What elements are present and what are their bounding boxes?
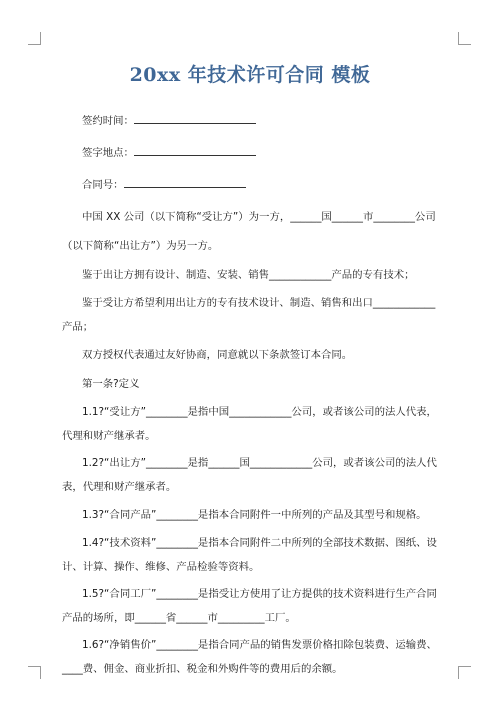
paragraph-agreement: 双方授权代表通过友好协商，同意就以下条款签订本合同。 [82, 349, 353, 361]
definition-1-4: 1.4?“技术资料”________是指本合同附件二中所列的全部技术数据、图纸、设计、计算、操作、维修、产品检验等资料。 [62, 537, 437, 573]
paragraph-whereas-1: 鉴于出让方拥有设计、制造、安装、销售____________产品的专有技术； [82, 269, 415, 281]
article-1-heading: 第一条?定义 [82, 378, 140, 390]
definition-1-2: 1.2?“出让方”________是指______国____________公司，或者该公司的法人代表，代理和财产继承者。 [62, 457, 437, 493]
signing-place-blank [134, 144, 256, 156]
crop-mark-bottom-right [458, 666, 471, 679]
contract-number-blank [124, 176, 246, 188]
signing-time-label: 签约时间： [82, 115, 134, 127]
paragraph-parties-2: （以下简称“出让方”）为另一方。 [62, 240, 219, 252]
definition-1-1: 1.1?“受让方”________是指中国____________公司，或者该公司的法人代表，代理和财产继承者。 [62, 406, 437, 442]
definition-1-6: 1.6?“净销售价”________是指合同产品的销售发票价格扣除包装费、运输费、____费、佣金、商业折扣、税金和外购件等的费用后的余额。 [62, 639, 437, 675]
paragraph-parties-1: 中国 XX 公司（以下简称“受让方”）为一方，______国______市________公司 [82, 211, 436, 223]
document-body [62, 108, 444, 684]
contract-number-field [62, 172, 444, 198]
definition-1-3: 1.3?“合同产品”________是指本合同附件一中所列的产品及其型号和规格。 [82, 509, 427, 521]
document-title: 20xx 年技术许可合同 模板 [129, 64, 371, 86]
signing-place-label: 签字地点： [82, 147, 134, 159]
signing-time-field [62, 108, 444, 134]
paragraph-whereas-2: 鉴于受让方希望利用出让方的专有技术设计、制造、销售和出口____________产品； [62, 297, 436, 333]
crop-mark-top-left [28, 32, 41, 45]
crop-mark-top-right [458, 32, 471, 45]
crop-mark-bottom-left [28, 666, 41, 679]
contract-number-label: 合同号： [82, 179, 124, 191]
signing-place-field [62, 140, 444, 166]
definition-1-5: 1.5?“合同工厂”________是指受让方使用了让方提供的技术资料进行生产合同产品的场所，即______省______市_________工厂。 [62, 588, 437, 624]
signing-time-blank [134, 112, 256, 124]
